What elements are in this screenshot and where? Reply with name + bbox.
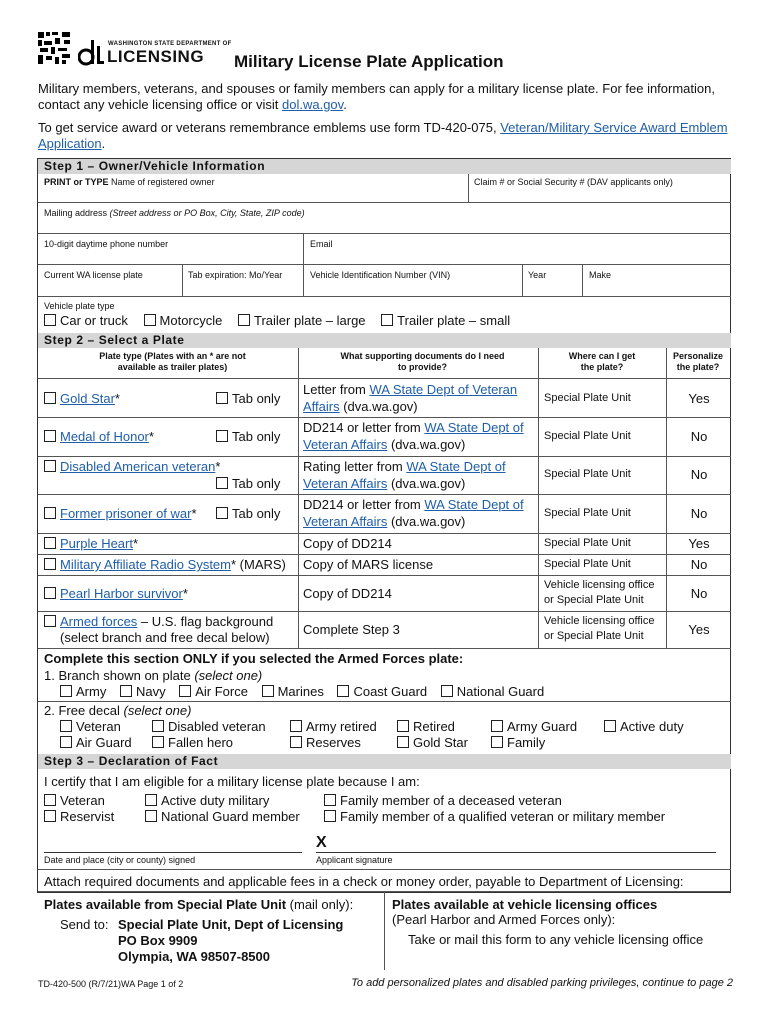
step3-heading: Step 3 – Declaration of Fact (38, 754, 731, 769)
tab-only-gold-star[interactable]: Tab only (216, 391, 280, 406)
plate-row-purple-heart[interactable]: Purple Heart* (44, 536, 138, 551)
checkbox-army[interactable]: Army (60, 684, 106, 699)
signature-line[interactable] (316, 852, 716, 853)
checkbox-navy[interactable]: Navy (120, 684, 166, 699)
address-line-1: Special Plate Unit, Dept of Licensing (118, 917, 344, 932)
agency-name: LICENSING (107, 47, 205, 66)
tab-only-disabled-veteran[interactable]: Tab only (216, 476, 280, 491)
checkbox-trailer-large[interactable]: Trailer plate – large (238, 313, 366, 328)
declare-family-deceased[interactable]: Family member of a deceased veteran (324, 793, 562, 808)
decal-reserves[interactable]: Reserves (290, 735, 361, 750)
personal-armed-forces: Yes (688, 622, 710, 637)
declare-reservist[interactable]: Reservist (44, 809, 114, 824)
checkbox-coast-guard[interactable]: Coast Guard (337, 684, 427, 699)
doc-former-pow: DD214 or letter from WA State Dept of Veteran Affairs (dva.wa.gov) (303, 497, 524, 529)
plate-row-pearl-harbor[interactable]: Pearl Harbor survivor* (44, 586, 188, 601)
vehicle-plate-type-label: Vehicle plate type (44, 301, 115, 311)
decal-retired[interactable]: Retired (397, 719, 455, 734)
claim-number-field[interactable]: Claim # or Social Security # (DAV applicants only) (474, 177, 673, 187)
branch-options (60, 684, 544, 699)
col-documents: What supporting documents do I need to provide? (340, 351, 505, 372)
where-purple-heart: Special Plate Unit (544, 537, 631, 549)
decal-air-guard[interactable]: Air Guard (60, 735, 132, 750)
signature-x-mark: X (316, 834, 327, 851)
year-field[interactable]: Year (528, 270, 547, 280)
plate-row-mars[interactable]: Military Affiliate Radio System* (MARS) (44, 557, 286, 572)
address-line-3: Olympia, WA 98507-8500 (118, 949, 270, 964)
vehicle-office-title: Plates available at vehicle licensing offices (392, 897, 658, 912)
address-line-2: PO Box 9909 (118, 933, 198, 948)
declare-national-guard[interactable]: National Guard member (145, 809, 300, 824)
dol-website-link[interactable]: dol.wa.gov (282, 97, 344, 112)
personal-pearl-harbor: No (690, 586, 708, 601)
license-plate-field[interactable]: Current WA license plate (44, 270, 143, 280)
plate-row-armed-forces[interactable]: Armed forces – U.S. flag background (select branch and free decal below) (44, 614, 273, 646)
attach-instructions: Attach required documents and applicable fees in a check or money order, payable to Department of Licensing: (44, 874, 684, 889)
where-gold-star: Special Plate Unit (544, 392, 631, 404)
intro-paragraph-2: To get service award or veterans remembrance emblems use form TD-420-075, Veteran/Military Service Award Emblem Application. (38, 120, 728, 151)
footer-divider (384, 892, 385, 970)
mailing-address-field[interactable]: Mailing address (Street address or PO Box, City, State, ZIP code) (44, 208, 305, 218)
decal-family[interactable]: Family (491, 735, 545, 750)
date-place-label: Date and place (city or county) signed (44, 855, 196, 865)
emblem-application-link[interactable]: Veteran/Military Service Award Emblem Application (38, 120, 728, 151)
tab-only-medal-of-honor[interactable]: Tab only (216, 429, 280, 444)
personal-mars: No (690, 557, 708, 572)
vin-field[interactable]: Vehicle Identification Number (VIN) (310, 270, 451, 280)
decal-army-guard[interactable]: Army Guard (491, 719, 577, 734)
declare-active-duty[interactable]: Active duty military (145, 793, 269, 808)
vehicle-office-text: Take or mail this form to any vehicle licensing office (408, 932, 704, 947)
declare-veteran[interactable]: Veteran (44, 793, 105, 808)
signature-label: Applicant signature (316, 855, 393, 865)
doc-medal-of-honor: DD214 or letter from WA State Dept of Veteran Affairs (dva.wa.gov) (303, 420, 524, 452)
continue-note: To add personalized plates and disabled parking privileges, continue to page 2 (351, 977, 733, 989)
decal-veteran[interactable]: Veteran (60, 719, 121, 734)
checkbox-marines[interactable]: Marines (262, 684, 324, 699)
checkbox-car-truck[interactable]: Car or truck (44, 313, 128, 328)
decal-disabled-veteran[interactable]: Disabled veteran (152, 719, 266, 734)
branch-label: 1. Branch shown on plate (select one) (44, 668, 263, 683)
certify-statement: I certify that I am eligible for a military license plate because I am: (44, 774, 420, 789)
doc-mars: Copy of MARS license (303, 557, 434, 572)
form-id: TD-420-500 (R/7/21)WA Page 1 of 2 (38, 979, 184, 989)
doc-armed-forces: Complete Step 3 (303, 622, 400, 637)
phone-field[interactable]: 10-digit daytime phone number (44, 239, 169, 249)
doc-gold-star: Letter from WA State Dept of Veteran Affairs (dva.wa.gov) (303, 382, 518, 414)
checkbox-air-force[interactable]: Air Force (179, 684, 248, 699)
send-to-label: Send to: (60, 917, 109, 932)
email-field[interactable]: Email (310, 239, 333, 249)
decal-label: 2. Free decal (select one) (44, 703, 192, 718)
tab-expiration-field[interactable]: Tab expiration: Mo/Year (188, 270, 283, 280)
plate-row-former-pow[interactable]: Former prisoner of war* (44, 506, 197, 521)
where-mars: Special Plate Unit (544, 558, 631, 570)
date-place-line[interactable] (44, 852, 302, 853)
where-pearl-harbor: Vehicle licensing office or Special Plate Unit (544, 579, 655, 606)
intro-paragraph-1: Military members, veterans, and spouses or family members can apply for a military license plate. For fee information, contact any vehicle licensing office or visit dol.wa.gov. (38, 81, 715, 112)
doc-disabled-veteran: Rating letter from WA State Dept of Veteran Affairs (dva.wa.gov) (303, 459, 506, 491)
page-title: Military License Plate Application (234, 52, 504, 71)
declare-family-qualified[interactable]: Family member of a qualified veteran or military member (324, 809, 665, 824)
plate-row-gold-star[interactable]: Gold Star* (44, 391, 120, 406)
col-personalize: Personalize the plate? (672, 351, 724, 372)
doc-pearl-harbor: Copy of DD214 (303, 586, 392, 601)
step2-heading: Step 2 – Select a Plate (38, 333, 731, 348)
decal-active-duty[interactable]: Active duty (604, 719, 684, 734)
where-medal-of-honor: Special Plate Unit (544, 430, 631, 442)
plate-row-disabled-veteran[interactable]: Disabled American veteran* (44, 459, 220, 474)
personal-gold-star: Yes (688, 391, 710, 406)
where-armed-forces: Vehicle licensing office or Special Plate Unit (544, 615, 655, 642)
where-former-pow: Special Plate Unit (544, 507, 631, 519)
tab-only-former-pow[interactable]: Tab only (216, 506, 280, 521)
agency-line: WASHINGTON STATE DEPARTMENT OF (108, 41, 232, 47)
qr-code-icon (38, 32, 70, 64)
personal-purple-heart: Yes (688, 536, 710, 551)
where-disabled-veteran: Special Plate Unit (544, 468, 631, 480)
decal-gold-star[interactable]: Gold Star (397, 735, 468, 750)
special-plate-unit-title: Plates available from Special Plate Unit (mail only): (44, 897, 354, 912)
step1-heading: Step 1 – Owner/Vehicle Information (38, 159, 731, 174)
col-plate-type: Plate type (Plates with an * are not available as trailer plates) (99, 351, 246, 372)
dol-logo-icon (78, 38, 104, 66)
checkbox-trailer-small[interactable]: Trailer plate – small (381, 313, 510, 328)
vehicle-office-subtitle: (Pearl Harbor and Armed Forces only): (392, 912, 616, 927)
owner-name-field[interactable]: PRINT or TYPE Name of registered owner (44, 177, 215, 187)
personal-former-pow: No (690, 506, 708, 521)
decal-fallen-hero[interactable]: Fallen hero (152, 735, 233, 750)
make-field[interactable]: Make (589, 270, 612, 280)
personal-medal-of-honor: No (690, 429, 708, 444)
personal-disabled-veteran: No (690, 467, 708, 482)
checkbox-national-guard[interactable]: National Guard (441, 684, 544, 699)
plate-row-medal-of-honor[interactable]: Medal of Honor* (44, 429, 154, 444)
col-where: Where can I get the plate? (568, 351, 636, 372)
armed-forces-heading: Complete this section ONLY if you selected the Armed Forces plate: (44, 651, 464, 666)
vehicle-plate-type-options (44, 313, 510, 328)
checkbox-motorcycle[interactable]: Motorcycle (144, 313, 223, 328)
doc-purple-heart: Copy of DD214 (303, 536, 392, 551)
decal-army-retired[interactable]: Army retired (290, 719, 377, 734)
